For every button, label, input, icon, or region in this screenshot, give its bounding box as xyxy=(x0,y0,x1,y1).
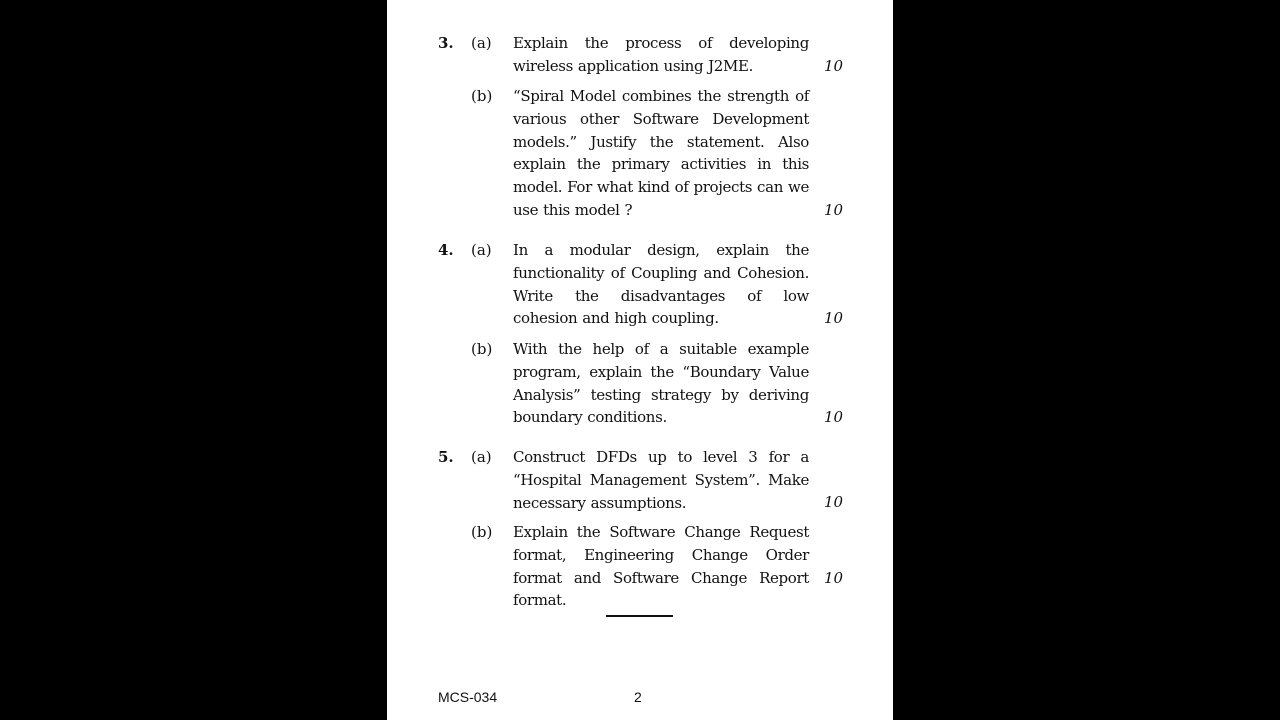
question-4b-label: (b) xyxy=(471,340,493,358)
question-5a-text: Construct DFDs up to level 3 for a “Hospital Management System”. Make necessary assumptions. xyxy=(513,448,809,512)
footer-course-code: MCS-034 xyxy=(438,689,498,705)
exam-page xyxy=(387,0,893,720)
question-5b-text: Explain the Software Change Request format, Engineering Change Order format and Software Change Report format. xyxy=(513,523,809,610)
question-3a-marks: 10 xyxy=(824,57,844,75)
question-4b-text: With the help of a suitable example program, explain the “Boundary Value Analysis” testing strategy by deriving boundary conditions. xyxy=(513,340,809,427)
footer-page-number: 2 xyxy=(634,689,642,705)
question-3b-marks: 10 xyxy=(824,201,844,219)
question-3a-text: Explain the process of developing wireless application using J2ME. xyxy=(513,34,809,75)
question-3b-label: (b) xyxy=(471,87,493,105)
question-3-number: 3. xyxy=(438,34,454,52)
question-4-number: 4. xyxy=(438,241,454,259)
end-of-questions-rule xyxy=(606,615,673,617)
question-4a-text: In a modular design, explain the functionality of Coupling and Cohesion. Write the disadvantages of low cohesion and high coupling. xyxy=(513,241,809,328)
question-5-number: 5. xyxy=(438,448,454,466)
question-3b-text: “Spiral Model combines the strength of various other Software Development models.” Justify the statement. Also explain the primary activities in this model. For what kind of projects can we use this model ? xyxy=(513,87,809,219)
question-4a-label: (a) xyxy=(471,241,492,259)
question-5b-label: (b) xyxy=(471,523,493,541)
question-4b-marks: 10 xyxy=(824,408,844,426)
question-5a-marks: 10 xyxy=(824,493,844,511)
question-5b-marks: 10 xyxy=(824,569,844,587)
question-4a-marks: 10 xyxy=(824,309,844,327)
question-3a-label: (a) xyxy=(471,34,492,52)
question-5a-label: (a) xyxy=(471,448,492,466)
